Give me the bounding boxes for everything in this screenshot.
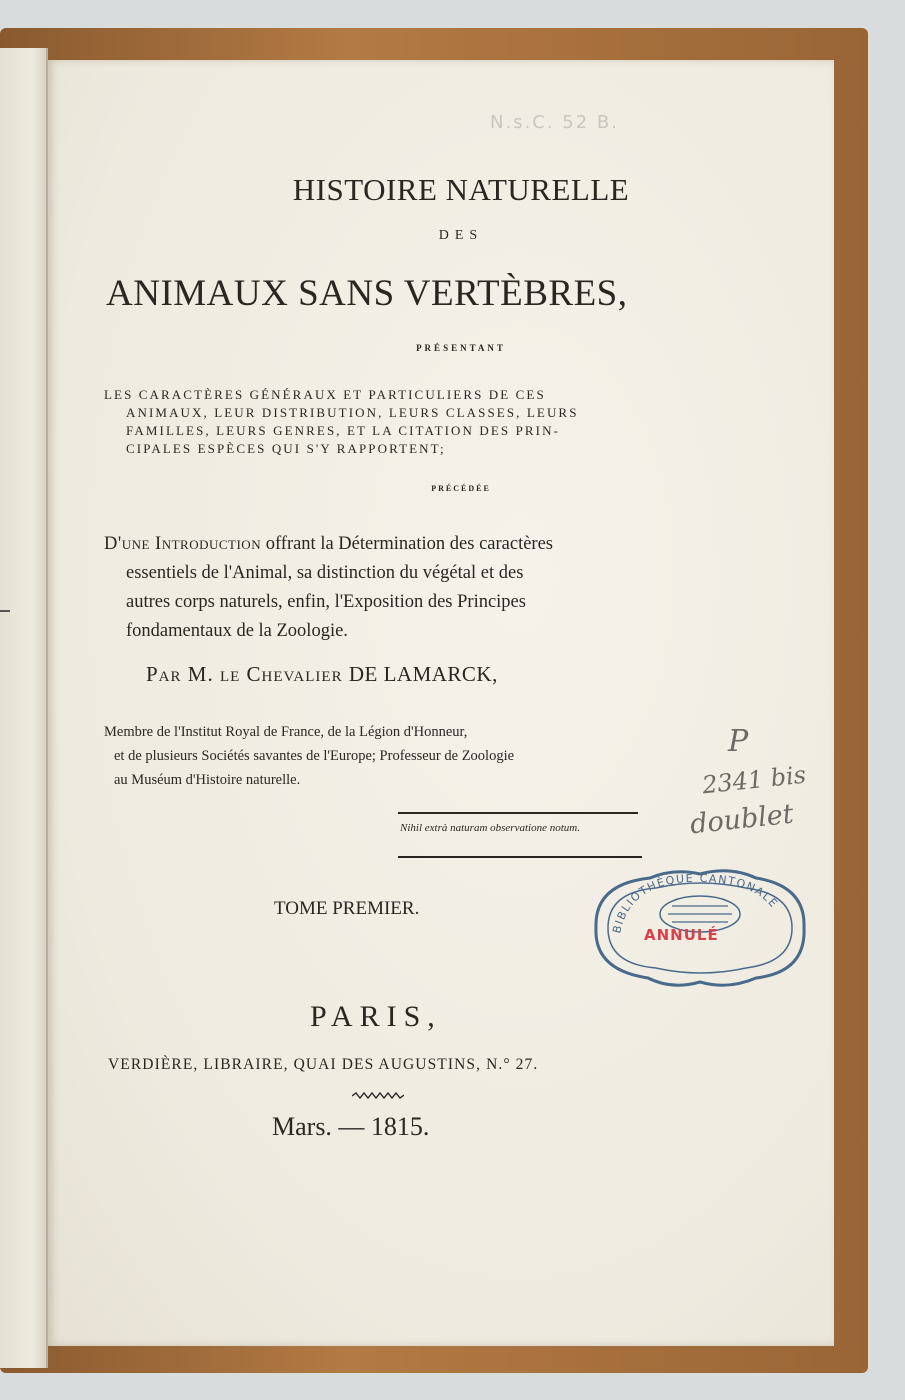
shelf-mark: N.s.C. 52 B. (490, 112, 619, 133)
imprint-publisher: VERDIÈRE, LIBRAIRE, QUAI DES AUGUSTINS, N.° 27. (108, 1056, 539, 1073)
presentant-label: PRÉSENTANT (416, 343, 506, 353)
membre-line: et de plusieurs Sociétés savantes de l'Europe; Professeur de Zoologie (114, 748, 515, 764)
subtitle-line: ANIMAUX, LEUR DISTRIBUTION, LEURS CLASSES, LEURS (126, 405, 579, 420)
intro-line: essentiels de l'Animal, sa distinction du végétal et des (126, 563, 524, 583)
left-page-mark (0, 610, 10, 612)
subtitle-block (104, 386, 664, 458)
intro-line: autres corps naturels, enfin, l'Exposition des Principes (126, 592, 526, 612)
intro-line: fondamentaux de la Zoologie. (126, 621, 348, 641)
rule-below-epigraph (398, 856, 642, 858)
intro-line (104, 530, 553, 559)
introduction-block (104, 530, 553, 646)
imprint-date: Mars. — 1815. (272, 1112, 430, 1141)
title-line-animaux: ANIMAUX SANS VERTÈBRES, (106, 273, 628, 314)
intro-line-text: offrant la Détermination des caractères (261, 534, 553, 554)
ornament-squiggle (352, 1092, 404, 1100)
title-line-des: DES (438, 228, 484, 243)
handwritten-number: 2341 bis (700, 760, 808, 800)
tome-label: TOME PREMIER. (274, 898, 420, 919)
left-page-edge (0, 48, 48, 1368)
author-line (146, 662, 498, 687)
membre-block (104, 720, 514, 792)
membre-line: au Muséum d'Histoire naturelle. (114, 772, 301, 788)
stamp-ring-text: BIBLIOTHÈQUE CANTONALE (610, 871, 781, 935)
imprint-city: PARIS, (310, 1000, 442, 1033)
subtitle-line: CIPALES ESPÈCES QUI S'Y RAPPORTENT; (126, 441, 446, 456)
subtitle-line: FAMILLES, LEURS GENRES, ET LA CITATION DES PRIN- (126, 423, 561, 438)
title-line-histoire: HISTOIRE NATURELLE (292, 172, 630, 207)
author-prefix: Par M. le Chevalier (146, 662, 349, 686)
handwritten-doublet: doublet (688, 798, 796, 841)
handwritten-p: P (728, 724, 749, 759)
intro-small-caps: D'une Introduction (104, 534, 262, 554)
membre-line: Membre de l'Institut Royal de France, de la Légion d'Honneur, (104, 724, 468, 740)
rule-above-epigraph (398, 812, 638, 814)
stamp-overprint: ANNULÉ (644, 926, 719, 944)
subtitle-line: LES CARACTÈRES GÉNÉRAUX ET PARTICULIERS DE CES (104, 387, 546, 402)
title-page (48, 60, 834, 1346)
author-name: DE LAMARCK, (348, 662, 498, 686)
precede-label: PRÉCÉDÉE (431, 484, 491, 493)
epigraph: Nihil extrà naturam observatione notum. (400, 822, 580, 834)
